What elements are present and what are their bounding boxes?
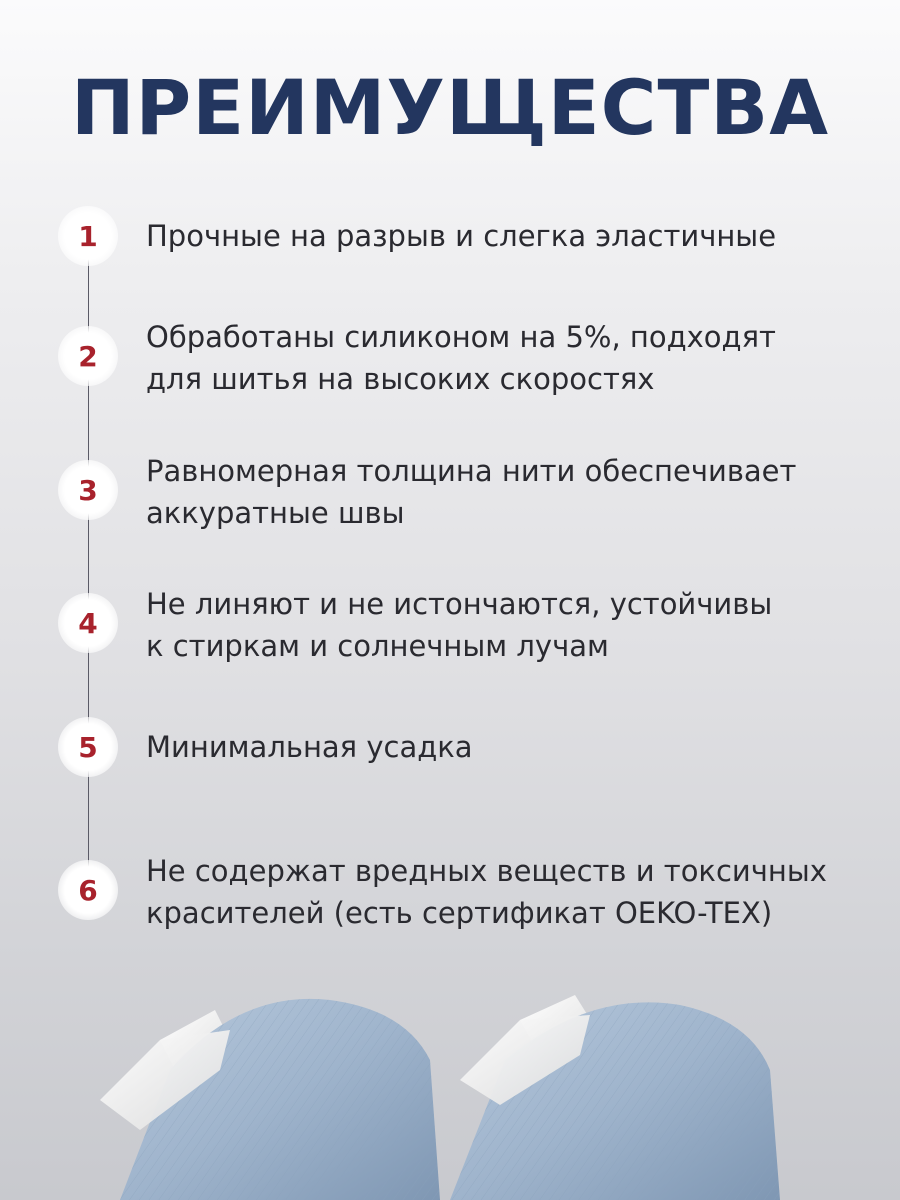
page-title: ПРЕИМУЩЕСТВА [70, 63, 830, 152]
spool-right [450, 995, 780, 1200]
benefit-text-3: Равномерная толщина нити обеспечивает аккуратные швы [146, 454, 797, 530]
benefit-text-2: Обработаны силиконом на 5%, подходят для шитья на высоких скоростях [146, 320, 776, 396]
number-badge-5: 5 [58, 717, 118, 777]
thread-spools-image [0, 980, 900, 1200]
number-badge-2: 2 [58, 326, 118, 386]
number-badge-1: 1 [58, 206, 118, 266]
benefit-text-6: Не содержат вредных веществ и токсичных красителей (есть сертификат OEKO-TEX) [146, 854, 827, 930]
spool-left [100, 999, 440, 1200]
number-badge-4: 4 [58, 593, 118, 653]
benefit-text-5: Минимальная усадка [146, 730, 473, 764]
benefit-text-1: Прочные на разрыв и слегка эластичные [146, 219, 777, 253]
benefit-text-4: Не линяют и не истончаются, устойчивы к стиркам и солнечным лучам [146, 587, 773, 663]
number-badge-3: 3 [58, 460, 118, 520]
number-badge-6: 6 [58, 860, 118, 920]
